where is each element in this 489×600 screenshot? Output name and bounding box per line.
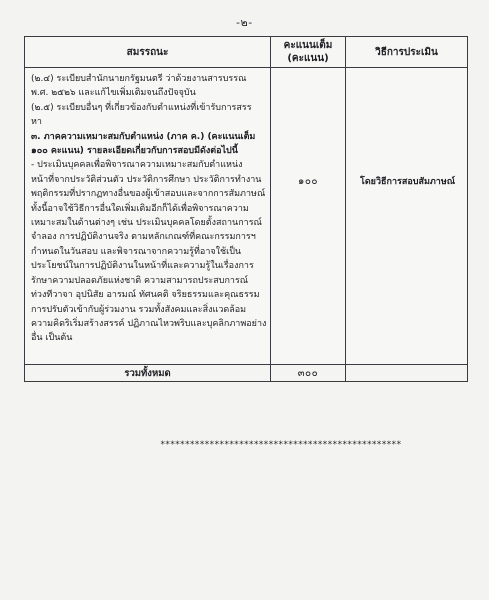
score-cell xyxy=(271,68,346,365)
header-method-label: วิธีการประเมิน xyxy=(375,46,438,58)
competency-table xyxy=(24,36,468,382)
table-body-row xyxy=(25,68,468,365)
competency-content xyxy=(25,68,270,348)
header-competency xyxy=(25,37,271,68)
competency-content-cell xyxy=(25,68,271,365)
end-separator: ************************************************* xyxy=(160,440,402,450)
content-line: (๒.๔) ระเบียบสำนักนายกรัฐมนตรี ว่าด้วยงานสารบรรณ xyxy=(31,74,247,84)
content-line: ๑๐๐ คะแนน) รายละเอียดเกี่ยวกับการสอบมีดังต่อไปนี้ xyxy=(31,146,238,157)
total-row xyxy=(25,365,468,382)
content-line: ความคิดริเริ่มสร้างสรรค์ ปฏิภาณไหวพริบและบุคลิกภาพอย่าง xyxy=(31,318,267,329)
content-line: ทั้งนี้อาจใช้วิธีการอื่นใดเพิ่มเติมอีกก็ได้เพื่อพิจารณาความ xyxy=(31,203,249,214)
method-cell xyxy=(346,68,468,365)
content-line: รักษาความปลอดภัยแห่งชาติ ความสามารถประสบการณ์ xyxy=(31,275,249,286)
table-header-row xyxy=(25,37,468,68)
content-line: หา xyxy=(31,117,42,128)
content-line: ท่วงทีวาจา อุปนิสัย อารมณ์ ทัศนคติ จริยธรรมและคุณธรรม xyxy=(31,290,260,301)
content-line: อื่น เป็นต้น xyxy=(31,333,73,344)
content-line: การปรับตัวเข้ากับผู้ร่วมงาน รวมทั้งสังคมและสิ่งแวดล้อม xyxy=(31,304,247,315)
content-line: ประโยชน์ในการปฏิบัติงานในหน้าที่และความรู้ในเรื่องการ xyxy=(31,261,254,272)
content-line: (๒.๕) ระเบียบอื่นๆ ที่เกี่ยวข้องกับตำแหน่งที่เข้ารับการสรร xyxy=(31,102,252,113)
content-line: พฤติกรรมที่ปรากฏทางอื่นของผู้เข้าสอบและจากการสัมภาษณ์ xyxy=(31,189,266,200)
content-line: - ประเมินบุคคลเพื่อพิจารณาความเหมาะสมกับตำแหน่ง xyxy=(31,160,243,171)
header-score-line1: คะแนนเต็ม xyxy=(283,40,333,51)
content-line: เหมาะสมในด้านต่างๆ เช่น ประเมินบุคคลโดยตั้งสถานการณ์ xyxy=(31,218,262,229)
total-empty-cell xyxy=(346,365,468,382)
content-line: พ.ศ. ๒๕๒๖ และแก้ไขเพิ่มเติมจนถึงปัจจุบัน xyxy=(31,88,196,99)
header-competency-label: สมรรถนะ xyxy=(126,46,169,58)
total-value: ๓๐๐ xyxy=(271,365,346,382)
content-line: จำลอง การปฏิบัติงานจริง ตามหลักเกณฑ์ที่คณะกรรมการฯ xyxy=(31,232,256,243)
header-method xyxy=(346,37,468,68)
content-line: ๓. ภาคความเหมาะสมกับตำแหน่ง (ภาค ค.) (คะแนนเต็ม xyxy=(31,131,256,142)
page-number: -๒- xyxy=(236,16,253,29)
total-label: รวมทั้งหมด xyxy=(25,365,271,382)
header-full-score xyxy=(271,37,346,68)
method-value: โดยวิธีการสอบสัมภาษณ์ xyxy=(360,177,456,187)
header-score-line2: (คะแนน) xyxy=(287,53,329,64)
content-line: หน้าที่จากประวัติส่วนตัว ประวัติการศึกษา ประวัติการทำงาน xyxy=(31,174,262,185)
content-line: กำหนดในวันสอบ และพิจารณาจากความรู้ที่อาจใช้เป็น xyxy=(31,246,242,257)
score-value: ๑๐๐ xyxy=(297,176,319,187)
